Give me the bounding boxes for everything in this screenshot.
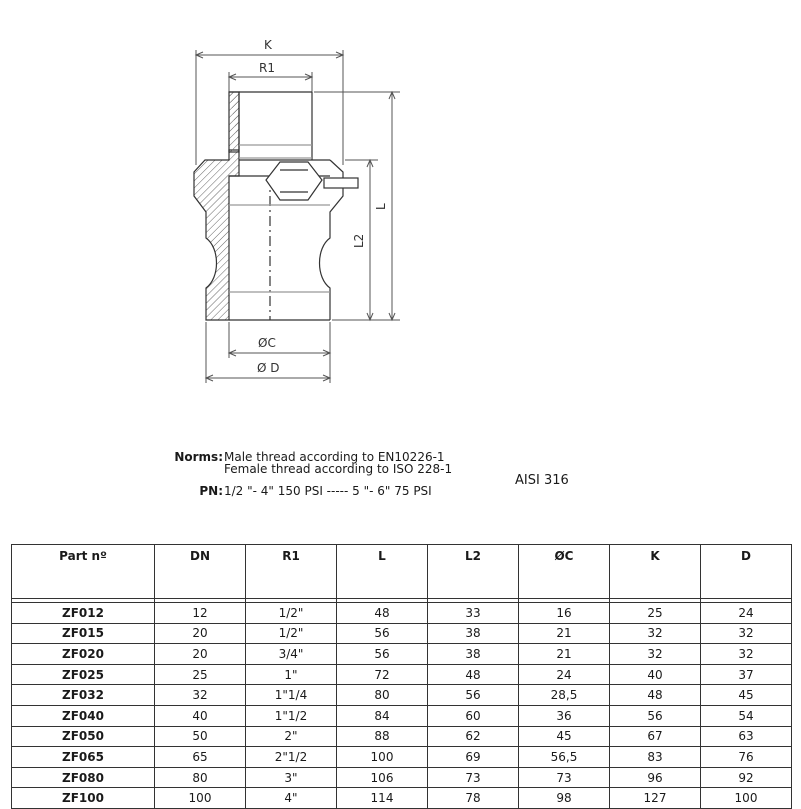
part-number-cell: ZF100 [12,788,155,809]
body-outline [229,92,343,320]
part-number-cell: ZF065 [12,747,155,768]
dimension-c [229,322,330,358]
table-cell: 33 [428,603,519,624]
norms-row [163,451,452,475]
table-cell: 98 [519,788,610,809]
table-cell: 67 [610,726,701,747]
table-cell: 127 [610,788,701,809]
table-cell: 32 [155,685,246,706]
table-header-row [12,545,792,599]
table-cell: 48 [610,685,701,706]
table-row [12,726,792,747]
table-cell: 83 [610,747,701,768]
norms-label: Norms: [174,450,223,464]
table-cell: 1"1/4 [246,685,337,706]
header-l: L [337,545,428,599]
table-cell: 56 [337,644,428,665]
part-number-cell: ZF050 [12,726,155,747]
table-cell: 21 [519,623,610,644]
table-cell: 96 [610,767,701,788]
table-cell: 20 [155,644,246,665]
table-body [12,603,792,809]
table-cell: 100 [701,788,792,809]
table-cell: 69 [428,747,519,768]
table-cell: 32 [610,623,701,644]
part-number-cell: ZF032 [12,685,155,706]
table-cell: 56 [428,685,519,706]
table-cell: 3/4" [246,644,337,665]
left-section [194,92,239,320]
part-number-cell: ZF012 [12,603,155,624]
table-cell: 32 [701,644,792,665]
header-r1: R1 [246,545,337,599]
table-cell: 1/2" [246,623,337,644]
hex-nut [266,162,358,200]
dimension-r1 [229,72,312,92]
table-cell: 2" [246,726,337,747]
table-cell: 40 [610,664,701,685]
norms-line-1: Male thread according to EN10226-1 [224,450,445,464]
pn-value: 1/2 "- 4" 150 PSI ----- 5 "- 6" 75 PSI [224,484,432,498]
table-cell: 106 [337,767,428,788]
table-cell: 114 [337,788,428,809]
table-cell: 1"1/2 [246,705,337,726]
table-cell: 25 [155,664,246,685]
table-cell: 56 [337,623,428,644]
header-k: K [610,545,701,599]
table-cell: 24 [519,664,610,685]
table-cell: 78 [428,788,519,809]
header-part-no: Part nº [12,545,155,599]
table-cell: 32 [701,623,792,644]
header-d: D [701,545,792,599]
table-cell: 4" [246,788,337,809]
dim-label-d: Ø D [257,361,280,375]
table-cell: 63 [701,726,792,747]
table-cell: 21 [519,644,610,665]
material-label: AISI 316 [515,473,569,488]
table-cell: 3" [246,767,337,788]
dim-label-c: ØC [258,336,276,350]
specifications [163,451,452,497]
table-row [12,767,792,788]
dim-label-l2: L2 [352,233,366,248]
table-cell: 92 [701,767,792,788]
dim-label-r1: R1 [259,61,275,75]
table-cell: 65 [155,747,246,768]
table-row [12,705,792,726]
dim-label-k: K [264,38,272,52]
table-cell: 84 [337,705,428,726]
part-number-cell: ZF020 [12,644,155,665]
table-cell: 32 [610,644,701,665]
table-row [12,603,792,624]
pn-label: PN: [199,484,223,498]
table-cell: 62 [428,726,519,747]
table-cell: 56,5 [519,747,610,768]
table-cell: 38 [428,623,519,644]
table-cell: 45 [519,726,610,747]
table-row [12,623,792,644]
table-row [12,664,792,685]
table-cell: 80 [155,767,246,788]
table-cell: 100 [155,788,246,809]
header-l2: L2 [428,545,519,599]
table-row [12,685,792,706]
table-cell: 12 [155,603,246,624]
table-cell: 72 [337,664,428,685]
part-number-cell: ZF040 [12,705,155,726]
table-cell: 36 [519,705,610,726]
table-cell: 73 [428,767,519,788]
table-cell: 60 [428,705,519,726]
table-cell: 1" [246,664,337,685]
table-cell: 16 [519,603,610,624]
table-cell: 37 [701,664,792,685]
pn-row [163,485,452,497]
table-row [12,644,792,665]
table-cell: 45 [701,685,792,706]
table-cell: 20 [155,623,246,644]
table-cell: 76 [701,747,792,768]
table-cell: 38 [428,644,519,665]
part-number-cell: ZF080 [12,767,155,788]
table-cell: 28,5 [519,685,610,706]
norms-line-2: Female thread according to ISO 228-1 [224,462,453,476]
table-cell: 56 [610,705,701,726]
table-cell: 48 [428,664,519,685]
header-dn: DN [155,545,246,599]
table-cell: 88 [337,726,428,747]
header-c: ØC [519,545,610,599]
dim-label-l: L [374,203,388,210]
table-cell: 1/2" [246,603,337,624]
parts-table [11,544,792,809]
table-cell: 100 [337,747,428,768]
part-number-cell: ZF015 [12,623,155,644]
table-cell: 2"1/2 [246,747,337,768]
part-number-cell: ZF025 [12,664,155,685]
table-cell: 24 [701,603,792,624]
table-cell: 73 [519,767,610,788]
table-cell: 50 [155,726,246,747]
table-cell: 48 [337,603,428,624]
table-row [12,747,792,768]
table-cell: 80 [337,685,428,706]
table-cell: 54 [701,705,792,726]
table-row [12,788,792,809]
table-cell: 25 [610,603,701,624]
table-cell: 40 [155,705,246,726]
